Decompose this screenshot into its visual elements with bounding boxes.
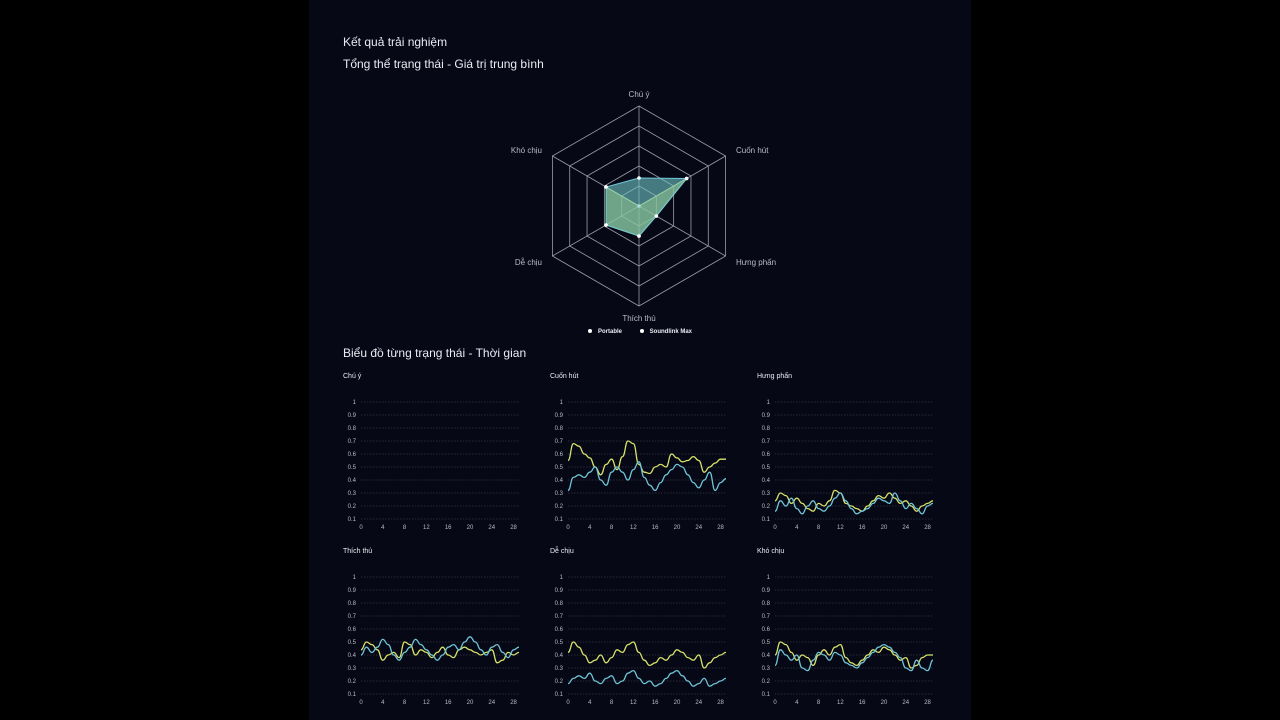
y-tick-label: 0.7 (347, 439, 356, 445)
y-tick-label: 0.6 (761, 452, 770, 458)
y-tick-label: 0.9 (347, 413, 356, 419)
x-tick-label: 0 (359, 700, 363, 706)
line-chart-svg (550, 548, 740, 708)
radar-point (655, 214, 659, 218)
line-chart (343, 548, 533, 708)
x-tick-label: 4 (381, 700, 385, 706)
y-tick-label: 0.7 (761, 614, 770, 620)
y-tick-label: 0.5 (761, 640, 770, 646)
y-tick-label: 0.5 (347, 465, 356, 471)
y-tick-label: 0.7 (761, 439, 770, 445)
line-chart (343, 373, 533, 533)
y-tick-label: 0.3 (761, 491, 770, 497)
y-tick-label: 0.4 (347, 478, 356, 484)
radar-point (637, 234, 641, 238)
x-tick-label: 8 (609, 700, 614, 706)
line-series-soundlink (568, 671, 726, 687)
y-tick-label: 0.3 (761, 666, 770, 672)
page-title: Kết quả trải nghiệm (343, 35, 448, 49)
legend-item-portable[interactable] (584, 329, 626, 335)
y-tick-label: 0.9 (554, 413, 563, 419)
y-tick-label: 0.7 (554, 439, 563, 445)
y-tick-label: 0.9 (554, 588, 563, 594)
x-tick-label: 8 (609, 525, 614, 531)
x-tick-label: 12 (837, 700, 844, 706)
y-tick-label: 0.7 (554, 614, 563, 620)
y-tick-label: 0.4 (347, 653, 356, 659)
y-tick-label: 0.1 (347, 517, 356, 523)
radar-series-soundlink (606, 178, 687, 236)
y-tick-label: 0.5 (761, 465, 770, 471)
radar-svg (479, 82, 799, 323)
radar-point (604, 223, 608, 227)
x-tick-label: 24 (488, 700, 496, 706)
x-tick-label: 0 (566, 525, 570, 531)
line-series-portable (775, 490, 933, 511)
y-tick-label: 1 (559, 575, 563, 581)
y-tick-label: 0.6 (554, 627, 563, 633)
line-series-soundlink (775, 493, 933, 514)
x-tick-label: 8 (816, 525, 821, 531)
x-tick-label: 4 (588, 700, 592, 706)
y-tick-label: 1 (766, 575, 770, 581)
line-series-soundlink (361, 637, 519, 660)
line-chart-title: Dễ chịu (550, 548, 574, 555)
x-tick-label: 24 (695, 525, 703, 531)
x-tick-label: 28 (510, 525, 517, 531)
x-tick-label: 8 (816, 700, 821, 706)
radar-axis-label: Cuốn hút (735, 146, 769, 155)
x-tick-label: 8 (402, 525, 407, 531)
y-tick-label: 0.7 (347, 614, 356, 620)
x-tick-label: 0 (773, 525, 777, 531)
x-tick-label: 12 (630, 700, 637, 706)
y-tick-label: 0.4 (554, 478, 563, 484)
line-chart (550, 548, 740, 708)
x-tick-label: 24 (902, 525, 910, 531)
line-chart (757, 373, 947, 533)
y-tick-label: 0.6 (761, 627, 770, 633)
x-tick-label: 20 (466, 525, 474, 531)
line-chart-title: Thích thú (343, 548, 373, 555)
x-tick-label: 16 (444, 700, 452, 706)
y-tick-label: 0.6 (347, 452, 356, 458)
x-tick-label: 20 (466, 700, 474, 706)
x-tick-label: 12 (837, 525, 844, 531)
line-chart-svg (757, 548, 947, 708)
y-tick-label: 0.8 (347, 601, 356, 607)
y-tick-label: 0.8 (761, 601, 770, 607)
legend-dot-icon (588, 329, 592, 333)
line-chart-svg (757, 373, 947, 533)
y-tick-label: 0.3 (347, 666, 356, 672)
y-tick-label: 0.1 (761, 517, 770, 523)
y-tick-label: 0.5 (554, 640, 563, 646)
line-chart-title: Khó chịu (757, 548, 785, 555)
line-chart-svg (550, 373, 740, 533)
y-tick-label: 0.9 (761, 588, 770, 594)
x-tick-label: 0 (773, 700, 777, 706)
y-tick-label: 1 (352, 400, 356, 406)
y-tick-label: 0.2 (554, 679, 563, 685)
y-tick-label: 0.2 (347, 679, 356, 685)
x-tick-label: 4 (795, 700, 799, 706)
x-tick-label: 28 (717, 700, 724, 706)
x-tick-label: 4 (588, 525, 592, 531)
radar-point (604, 185, 608, 189)
x-tick-label: 16 (651, 700, 659, 706)
x-tick-label: 16 (858, 525, 866, 531)
y-tick-label: 0.8 (554, 426, 563, 432)
legend-label: Portable (597, 329, 622, 335)
y-tick-label: 1 (352, 575, 356, 581)
radar-point (685, 177, 689, 181)
x-tick-label: 28 (924, 525, 931, 531)
y-tick-label: 0.9 (761, 413, 770, 419)
x-tick-label: 0 (359, 525, 363, 531)
x-tick-label: 4 (795, 525, 799, 531)
x-tick-label: 20 (673, 525, 681, 531)
radar-axis-label: Hưng phấn (735, 258, 777, 267)
line-chart-title: Cuốn hút (550, 373, 579, 380)
y-tick-label: 0.1 (347, 692, 356, 698)
y-tick-label: 0.5 (554, 465, 563, 471)
x-tick-label: 4 (381, 525, 385, 531)
y-tick-label: 0.6 (347, 627, 356, 633)
y-tick-label: 0.1 (554, 517, 563, 523)
x-tick-label: 12 (630, 525, 637, 531)
y-tick-label: 0.3 (554, 666, 563, 672)
line-series-soundlink (568, 462, 726, 491)
y-tick-label: 0.4 (554, 653, 563, 659)
y-tick-label: 0.2 (554, 504, 563, 510)
radar-axis-label: Dễ chịu (514, 258, 543, 267)
x-tick-label: 12 (423, 525, 430, 531)
radar-axis-label: Thích thú (622, 314, 656, 323)
radar-point (637, 176, 641, 180)
results-panel (309, 0, 971, 720)
legend-item-soundlink[interactable] (636, 329, 696, 335)
line-chart (757, 548, 947, 708)
line-chart-svg (343, 548, 533, 708)
y-tick-label: 0.2 (761, 679, 770, 685)
y-tick-label: 0.5 (347, 640, 356, 646)
x-tick-label: 20 (880, 700, 888, 706)
x-tick-label: 16 (858, 700, 866, 706)
line-section-title: Biểu đồ từng trạng thái - Thời gian (343, 346, 527, 360)
y-tick-label: 0.4 (761, 653, 770, 659)
y-tick-label: 0.3 (347, 491, 356, 497)
y-tick-label: 0.8 (554, 601, 563, 607)
y-tick-label: 1 (559, 400, 563, 406)
x-tick-label: 12 (423, 700, 430, 706)
line-chart-svg (343, 373, 533, 533)
radar-axis-label: Khó chịu (510, 146, 543, 155)
line-series-portable (568, 441, 726, 475)
y-tick-label: 0.1 (554, 692, 563, 698)
x-tick-label: 24 (695, 700, 703, 706)
x-tick-label: 16 (651, 525, 659, 531)
y-tick-label: 0.4 (761, 478, 770, 484)
radar-axis-label: Chú ý (628, 90, 650, 99)
x-tick-label: 16 (444, 525, 452, 531)
line-chart (550, 373, 740, 533)
x-tick-label: 28 (510, 700, 517, 706)
y-tick-label: 1 (766, 400, 770, 406)
line-chart-title: Chú ý (343, 373, 362, 380)
legend-label: Soundlink Max (649, 329, 693, 335)
x-tick-label: 20 (880, 525, 888, 531)
y-tick-label: 0.8 (347, 426, 356, 432)
x-tick-label: 28 (924, 700, 931, 706)
legend-dot-icon (640, 329, 644, 333)
y-tick-label: 0.6 (554, 452, 563, 458)
x-tick-label: 24 (902, 700, 910, 706)
y-tick-label: 0.2 (347, 504, 356, 510)
x-tick-label: 28 (717, 525, 724, 531)
legend (309, 329, 971, 335)
y-tick-label: 0.1 (761, 692, 770, 698)
x-tick-label: 24 (488, 525, 496, 531)
x-tick-label: 8 (402, 700, 407, 706)
radar-section-title: Tổng thể trạng thái - Giá trị trung bình (343, 57, 544, 71)
y-tick-label: 0.2 (761, 504, 770, 510)
x-tick-label: 0 (566, 700, 570, 706)
y-tick-label: 0.9 (347, 588, 356, 594)
y-tick-label: 0.8 (761, 426, 770, 432)
y-tick-label: 0.3 (554, 491, 563, 497)
x-tick-label: 20 (673, 700, 681, 706)
radar-chart (479, 82, 799, 323)
line-chart-title: Hưng phấn (757, 373, 793, 380)
